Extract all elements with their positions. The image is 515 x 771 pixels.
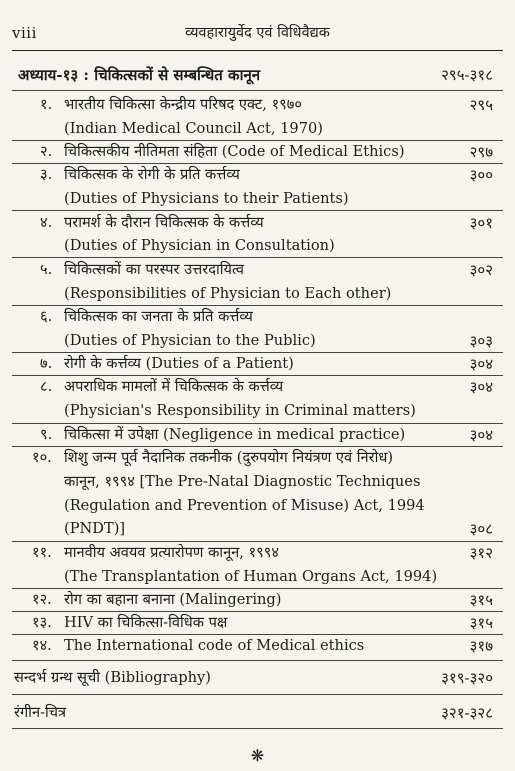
toc-entry bbox=[0, 211, 515, 235]
entry-number: ६. bbox=[40, 308, 53, 325]
toc-entry-line bbox=[0, 234, 515, 258]
bibliography-pages: ३१९-३२० bbox=[441, 669, 493, 687]
toc-entry bbox=[0, 541, 515, 565]
entry-page: ३०२ bbox=[469, 261, 493, 279]
entry-subtitle: (Duties of Physician in Consultation) bbox=[64, 237, 335, 254]
entry-subtitle: (PNDT)] bbox=[64, 520, 126, 537]
entry-title: रोगी के कर्त्तव्य (Duties of a Patient) bbox=[64, 355, 294, 372]
entry-page: ३०३ bbox=[469, 332, 493, 350]
entry-subtitle: (Regulation and Prevention of Misuse) Act, 1994 bbox=[64, 497, 425, 514]
entry-page: ३१५ bbox=[469, 614, 493, 632]
chapter-heading: अध्याय-१३ : चिकित्सकों से सम्बन्धित कानून bbox=[18, 66, 261, 84]
plates-pages: ३२१-३२८ bbox=[441, 704, 493, 722]
entry-page: ३१७ bbox=[469, 637, 493, 655]
entry-title: चिकित्सक का जनता के प्रति कर्त्तव्य bbox=[64, 308, 253, 325]
toc-entry bbox=[0, 305, 515, 329]
entry-number: ९. bbox=[40, 426, 53, 443]
entry-page: ३०४ bbox=[469, 355, 493, 373]
entry-number: १२. bbox=[32, 591, 52, 608]
entry-page: २९५ bbox=[469, 96, 493, 114]
divider bbox=[12, 694, 503, 695]
toc-entry bbox=[0, 93, 515, 117]
entry-subtitle: (Indian Medical Council Act, 1970) bbox=[64, 120, 323, 137]
entry-number: ७. bbox=[40, 355, 53, 372]
bibliography-row bbox=[0, 666, 515, 690]
toc-entry-line bbox=[0, 117, 515, 141]
toc-entry bbox=[0, 423, 515, 447]
entry-number: १०. bbox=[32, 449, 52, 466]
entry-subtitle: (Duties of Physician to the Public) bbox=[64, 332, 316, 349]
entry-page: ३०४ bbox=[469, 378, 493, 396]
toc-entry bbox=[0, 140, 515, 164]
entry-subtitle: (Physician's Responsibility in Criminal matters) bbox=[64, 402, 416, 419]
toc-entry-line bbox=[0, 494, 515, 518]
entry-number: २. bbox=[40, 143, 53, 160]
divider bbox=[12, 660, 503, 661]
toc-entry-line bbox=[0, 399, 515, 423]
entry-number: ८. bbox=[40, 378, 53, 395]
entry-number: ५. bbox=[40, 261, 53, 278]
toc-entry bbox=[0, 634, 515, 658]
toc-entry bbox=[0, 588, 515, 612]
entry-number: ११. bbox=[32, 544, 52, 561]
divider bbox=[12, 728, 503, 729]
entry-title: चिकित्सकों का परस्पर उत्तरदायित्व bbox=[64, 261, 244, 278]
chapter-page-range: २९५-३१८ bbox=[441, 66, 493, 84]
toc-entry bbox=[0, 446, 515, 470]
entry-page: २९७ bbox=[469, 143, 493, 161]
toc-entry bbox=[0, 258, 515, 282]
running-header-title: व्यवहारायुर्वेद एवं विधिवैद्यक bbox=[185, 25, 330, 41]
entry-title: रोग का बहाना बनाना (Malingering) bbox=[64, 591, 282, 608]
entry-title: चिकित्सक के रोगी के प्रति कर्त्तव्य bbox=[64, 166, 240, 183]
bibliography-label: सन्दर्भ ग्रन्थ सूची (Bibliography) bbox=[14, 669, 211, 686]
entry-page: ३०० bbox=[469, 166, 493, 184]
toc-entry bbox=[0, 375, 515, 399]
entry-title: The International code of Medical ethics bbox=[64, 637, 365, 654]
toc-entry-line bbox=[0, 565, 515, 589]
entry-title: परामर्श के दौरान चिकित्सक के कर्त्तव्य bbox=[64, 214, 264, 231]
entry-number: १. bbox=[40, 96, 53, 113]
plates-row bbox=[0, 701, 515, 725]
chapter-heading-row bbox=[0, 63, 515, 87]
toc-entry bbox=[0, 163, 515, 187]
entry-page: ३०४ bbox=[469, 426, 493, 444]
footer-ornament: ❋ bbox=[250, 746, 265, 765]
divider bbox=[12, 90, 503, 91]
entry-title: शिशु जन्म पूर्व नैदानिक तकनीक (दुरुपयोग नियंत्रण एवं निरोध) bbox=[64, 449, 394, 466]
entry-title: चिकित्सा में उपेक्षा (Negligence in medical practice) bbox=[64, 426, 406, 443]
entry-number: ३. bbox=[40, 166, 53, 183]
entry-title: अपराधिक मामलों में चिकित्सक के कर्त्तव्य bbox=[64, 378, 284, 395]
entry-subtitle: (Responsibilities of Physician to Each other) bbox=[64, 285, 392, 302]
toc-entry bbox=[0, 352, 515, 376]
entry-number: १३. bbox=[32, 614, 52, 631]
toc-entry bbox=[0, 611, 515, 635]
toc-entry-line bbox=[0, 282, 515, 306]
page-number-roman: viii bbox=[12, 24, 37, 42]
entry-subtitle: कानून, १९९४ [The Pre-Natal Diagnostic Techniques bbox=[64, 473, 421, 490]
entry-title: HIV का चिकित्सा-विधिक पक्ष bbox=[64, 614, 228, 631]
toc-entry-line bbox=[0, 187, 515, 211]
entry-page: ३०८ bbox=[469, 520, 493, 538]
toc-entry-page-row bbox=[0, 517, 515, 541]
entry-page: ३१५ bbox=[469, 591, 493, 609]
entry-number: ४. bbox=[40, 214, 53, 231]
plates-label: रंगीन-चित्र bbox=[14, 704, 67, 721]
entry-number: १४. bbox=[32, 637, 52, 654]
entry-page: ३१२ bbox=[469, 544, 493, 562]
entry-title: भारतीय चिकित्सा केन्द्रीय परिषद एक्ट, १९७० bbox=[64, 96, 302, 113]
entry-title: चिकित्सकीय नीतिमता संहिता (Code of Medical Ethics) bbox=[64, 143, 405, 160]
entry-title: मानवीय अवयव प्रत्यारोपण कानून, १९९४ bbox=[64, 544, 279, 561]
toc-entry-line bbox=[0, 470, 515, 494]
header-rule bbox=[12, 50, 503, 51]
entry-page: ३०१ bbox=[469, 214, 493, 232]
toc-entry-line bbox=[0, 329, 515, 353]
entry-subtitle: (The Transplantation of Human Organs Act, 1994) bbox=[64, 568, 438, 585]
entry-subtitle: (Duties of Physicians to their Patients) bbox=[64, 190, 349, 207]
